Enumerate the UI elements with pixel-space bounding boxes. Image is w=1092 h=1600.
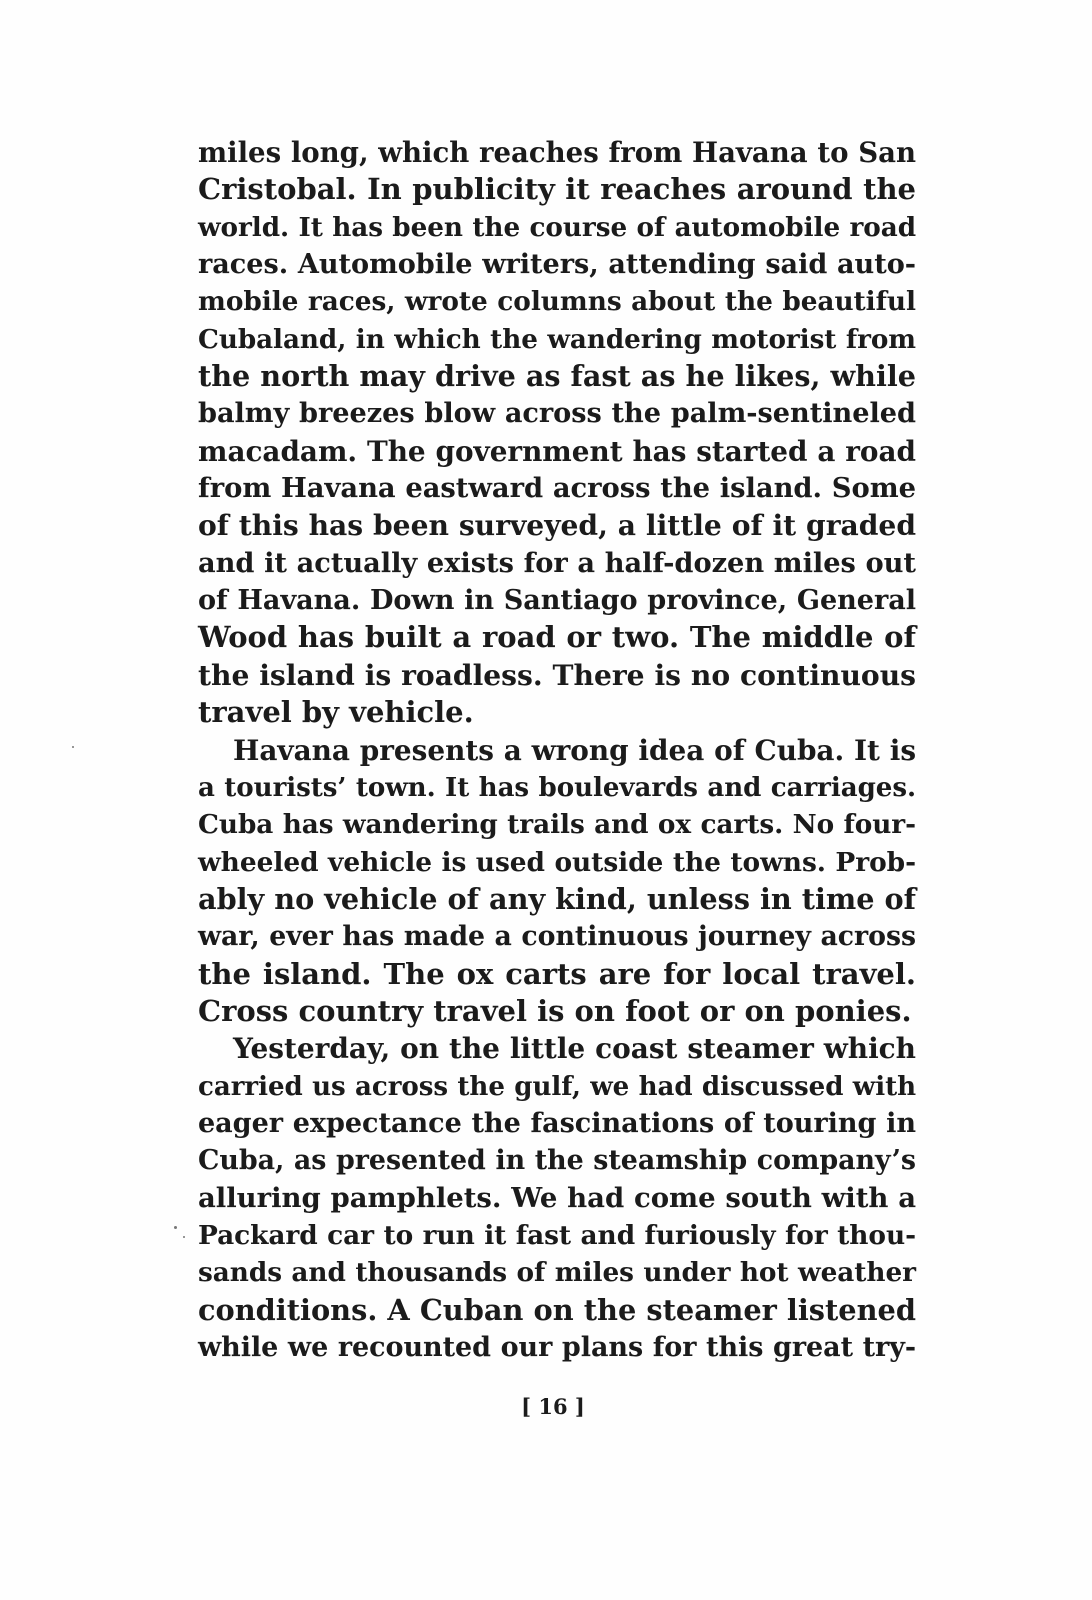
text-line: and it actually exists for a half-dozen miles out [198, 546, 916, 579]
text-line: Cubaland, in which the wandering motorist from [198, 323, 916, 355]
text-line: alluring pamphlets. We had come south with a [198, 1181, 916, 1214]
text-line: carried us across the gulf, we had discussed with [198, 1070, 916, 1102]
text-line: conditions. A Cuban on the steamer listened [198, 1292, 916, 1327]
text-line: Cuba, as presented in the steamship company’s [198, 1145, 916, 1177]
text-line: Cristobal. In publicity it reaches around the [198, 172, 916, 207]
body-text [198, 134, 916, 1366]
text-line: wheeled vehicle is used outside the towns. Prob- [198, 846, 916, 878]
text-line: Wood has built a road or two. The middle of [198, 620, 916, 655]
text-line: ably no vehicle of any kind, unless in time of [198, 881, 916, 916]
page-number: [ 16 ] [521, 1394, 585, 1419]
text-line: the island is roadless. There is no continuous [198, 658, 916, 692]
text-line: a tourists’ town. It has boulevards and carriages. [198, 771, 916, 803]
text-line: eager expectance the fascinations of touring in [198, 1107, 916, 1139]
scan-speck [72, 746, 74, 748]
text-line: travel by vehicle. [198, 695, 474, 730]
text-line: balmy breezes blow across the palm-sentineled [198, 397, 916, 430]
text-line: while we recounted our plans for this great try- [198, 1332, 916, 1363]
text-line: world. It has been the course of automobile road [198, 211, 916, 243]
scan-speck [183, 1236, 185, 1238]
text-line: Cuba has wandering trails and ox carts. No four- [198, 809, 916, 841]
text-line: war, ever has made a continuous journey across [198, 921, 916, 953]
text-line: of this has been surveyed, a little of it graded [198, 509, 916, 543]
text-line: macadam. The government has started a road [198, 434, 916, 468]
text-line: Yesterday, on the little coast steamer which [233, 1032, 916, 1066]
text-line: mobile races, wrote columns about the beautiful [198, 286, 916, 318]
text-line: Packard car to run it fast and furiously for thou- [198, 1219, 916, 1251]
text-line: the north may drive as fast as he likes, while [198, 359, 916, 394]
text-line: Cross country travel is on foot or on ponies. [198, 993, 912, 1028]
text-line: races. Automobile writers, attending said auto- [198, 249, 916, 281]
text-line: from Havana eastward across the island. Some [198, 472, 916, 505]
text-line: sands and thousands of miles under hot weather [198, 1257, 916, 1289]
text-line: of Havana. Down in Santiago province, General [198, 585, 916, 617]
scan-speck [174, 1226, 177, 1229]
text-line: Havana presents a wrong idea of Cuba. It is [233, 733, 916, 767]
text-line: miles long, which reaches from Havana to San [198, 136, 916, 169]
text-line: the island. The ox carts are for local travel. [198, 956, 916, 991]
